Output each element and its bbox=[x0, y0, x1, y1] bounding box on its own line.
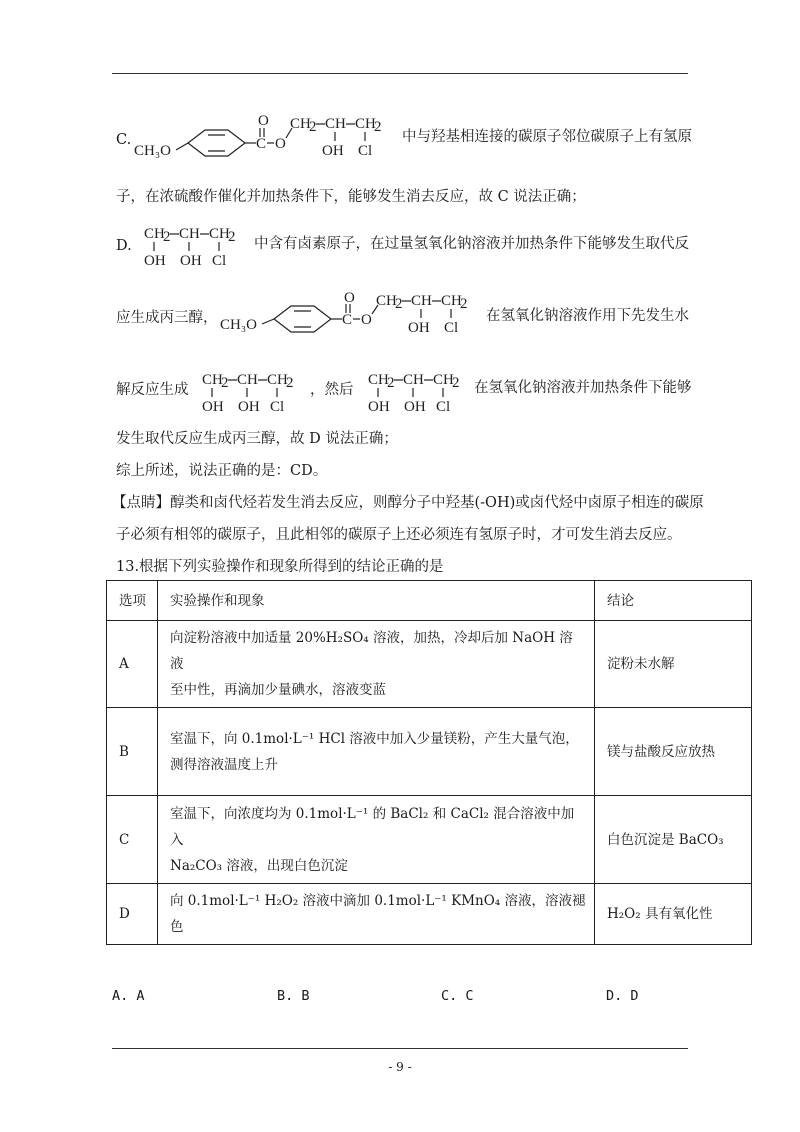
svg-text:C: C bbox=[342, 312, 353, 328]
option-d-text-3c: 在氢氧化钠溶液并加热条件下能够 bbox=[474, 380, 692, 396]
operation-line: 室温下，向 0.1mol·L⁻¹ HCl 溶液中加入少量镁粉，产生大量气泡， bbox=[170, 730, 579, 747]
chlorohydrin-molecule-3 bbox=[366, 366, 476, 416]
operation-line: Na₂CO₃ 溶液，出现白色沉淀 bbox=[170, 857, 348, 874]
option-d-text-2a: 应生成丙三醇， bbox=[116, 310, 218, 326]
choice-d: D. D bbox=[606, 988, 639, 1004]
option-cell: D bbox=[107, 884, 158, 945]
conclusion-cell: H₂O₂ 具有氧化性 bbox=[595, 884, 752, 945]
svg-text:Cl: Cl bbox=[436, 399, 451, 415]
svg-text:OH: OH bbox=[322, 143, 344, 159]
chlorohydrin-molecule-2 bbox=[200, 366, 310, 416]
option-cell: B bbox=[107, 708, 158, 796]
option-cell: C bbox=[107, 796, 158, 884]
operation-cell bbox=[158, 884, 595, 945]
svg-text:CH: CH bbox=[209, 226, 230, 242]
ester-molecule-c bbox=[132, 110, 392, 165]
svg-text:O: O bbox=[275, 136, 286, 152]
table-row bbox=[107, 621, 752, 708]
experiment-table bbox=[106, 580, 752, 945]
option-c-text-2: 子，在浓硫酸作催化并加热条件下，能够发生消去反应，故 C 说法正确； bbox=[116, 189, 586, 205]
option-d-label: D. bbox=[116, 238, 132, 254]
svg-text:2: 2 bbox=[387, 375, 395, 391]
operation-line: 向 0.1mol·L⁻¹ H₂O₂ 溶液中滴加 0.1mol·L⁻¹ KMnO₄ 溶液，溶液褪色 bbox=[170, 893, 586, 935]
footer-rule bbox=[112, 1048, 688, 1049]
svg-text:CH: CH bbox=[202, 372, 223, 388]
svg-text:CH: CH bbox=[144, 226, 165, 242]
svg-text:CH: CH bbox=[433, 372, 454, 388]
svg-text:CH: CH bbox=[441, 293, 462, 309]
option-c-label: C. bbox=[116, 132, 132, 148]
header-rule bbox=[112, 73, 688, 74]
table-row bbox=[107, 708, 752, 796]
ester-molecule-d bbox=[218, 292, 478, 347]
question-13: 13.根据下列实验操作和现象所得到的结论正确的是 bbox=[116, 559, 444, 575]
operation-line: 至中性，再滴加少量碘水，溶液变蓝 bbox=[170, 682, 386, 698]
operation-cell bbox=[158, 621, 595, 708]
choice-c: C. C bbox=[441, 988, 474, 1004]
svg-text:CH: CH bbox=[237, 372, 258, 388]
operation-line: 向淀粉溶液中加适量 20%H₂SO₄ 溶液，加热，冷却后加 NaOH 溶液 bbox=[170, 630, 573, 672]
svg-text:Cl: Cl bbox=[212, 253, 227, 269]
svg-text:CH: CH bbox=[179, 226, 200, 242]
svg-text:OH: OH bbox=[180, 253, 202, 269]
svg-text:OH: OH bbox=[404, 399, 426, 415]
svg-text:O: O bbox=[258, 113, 269, 129]
summary: 综上所述，说法正确的是：CD。 bbox=[116, 463, 328, 479]
option-cell: A bbox=[107, 621, 158, 708]
svg-text:2: 2 bbox=[163, 229, 171, 245]
svg-text:2: 2 bbox=[286, 375, 294, 391]
option-d-text-4: 发生取代反应生成丙三醇，故 D 说法正确； bbox=[116, 431, 398, 447]
svg-text:CH: CH bbox=[368, 372, 389, 388]
conclusion-cell: 淀粉未水解 bbox=[595, 621, 752, 708]
svg-text:CH: CH bbox=[376, 293, 397, 309]
svg-text:O: O bbox=[344, 290, 355, 306]
svg-text:Cl: Cl bbox=[270, 399, 285, 415]
svg-text:2: 2 bbox=[452, 375, 460, 391]
table-header-cell: 实验操作和现象 bbox=[158, 581, 595, 621]
option-d-text-3b: ，然后 bbox=[310, 382, 354, 398]
table-row bbox=[107, 796, 752, 884]
svg-text:CH: CH bbox=[403, 372, 424, 388]
operation-cell bbox=[158, 708, 595, 796]
svg-text:Cl: Cl bbox=[358, 143, 373, 159]
tip-line-2: 子必须有相邻的碳原子，且此相邻的碳原子上还必须连有氢原子时，才可发生消去反应。 bbox=[116, 527, 682, 543]
operation-line: 室温下，向浓度均为 0.1mol·L⁻¹ 的 BaCl₂ 和 CaCl₂ 混合溶液中加入 bbox=[170, 805, 575, 848]
tip-line-1: 【点睛】醇类和卤代烃若发生消去反应，则醇分子中羟基(-OH)或卤代烃中卤原子相连的碳原 bbox=[112, 495, 704, 511]
svg-text:OH: OH bbox=[408, 320, 430, 336]
choice-a: A. A bbox=[112, 988, 145, 1004]
svg-text:OH: OH bbox=[144, 253, 166, 269]
svg-text:OH: OH bbox=[238, 399, 260, 415]
option-d-text-3a: 解反应生成 bbox=[116, 382, 189, 398]
option-d-text-1: 中含有卤素原子，在过量氢氧化钠溶液并加热条件下能够发生取代反 bbox=[254, 236, 689, 252]
svg-text:CH: CH bbox=[411, 293, 432, 309]
chlorohydrin-molecule-1 bbox=[142, 220, 252, 270]
operation-cell bbox=[158, 796, 595, 884]
svg-text:CH₃O: CH₃O bbox=[220, 317, 257, 333]
svg-text:C: C bbox=[256, 136, 267, 152]
svg-text:CH: CH bbox=[325, 116, 346, 132]
svg-text:CH₃O: CH₃O bbox=[134, 143, 171, 159]
conclusion-cell: 镁与盐酸反应放热 bbox=[595, 708, 752, 796]
svg-text:Cl: Cl bbox=[444, 320, 459, 336]
svg-text:CH: CH bbox=[355, 116, 376, 132]
page-number: - 9 - bbox=[388, 1060, 412, 1074]
svg-text:OH: OH bbox=[368, 399, 390, 415]
svg-text:CH: CH bbox=[290, 116, 311, 132]
svg-text:O: O bbox=[361, 312, 372, 328]
table-header-row bbox=[107, 581, 752, 621]
svg-text:2: 2 bbox=[228, 229, 236, 245]
svg-text:2: 2 bbox=[395, 296, 403, 312]
table-header-cell: 选项 bbox=[107, 581, 158, 621]
table-row bbox=[107, 884, 752, 945]
svg-text:CH: CH bbox=[267, 372, 288, 388]
operation-line: 测得溶液温度上升 bbox=[170, 756, 278, 773]
svg-text:2: 2 bbox=[460, 296, 468, 312]
svg-text:2: 2 bbox=[374, 119, 382, 135]
table-header-cell: 结论 bbox=[595, 581, 752, 621]
choice-b: B. B bbox=[277, 988, 310, 1004]
conclusion-cell: 白色沉淀是 BaCO₃ bbox=[595, 796, 752, 884]
svg-text:2: 2 bbox=[221, 375, 229, 391]
option-c-text-1: 中与羟基相连接的碳原子邻位碳原子上有氢原 bbox=[402, 129, 692, 145]
option-d-text-2b: 在氢氧化钠溶液作用下先发生水 bbox=[486, 308, 689, 324]
svg-text:OH: OH bbox=[202, 399, 224, 415]
svg-text:2: 2 bbox=[309, 119, 317, 135]
